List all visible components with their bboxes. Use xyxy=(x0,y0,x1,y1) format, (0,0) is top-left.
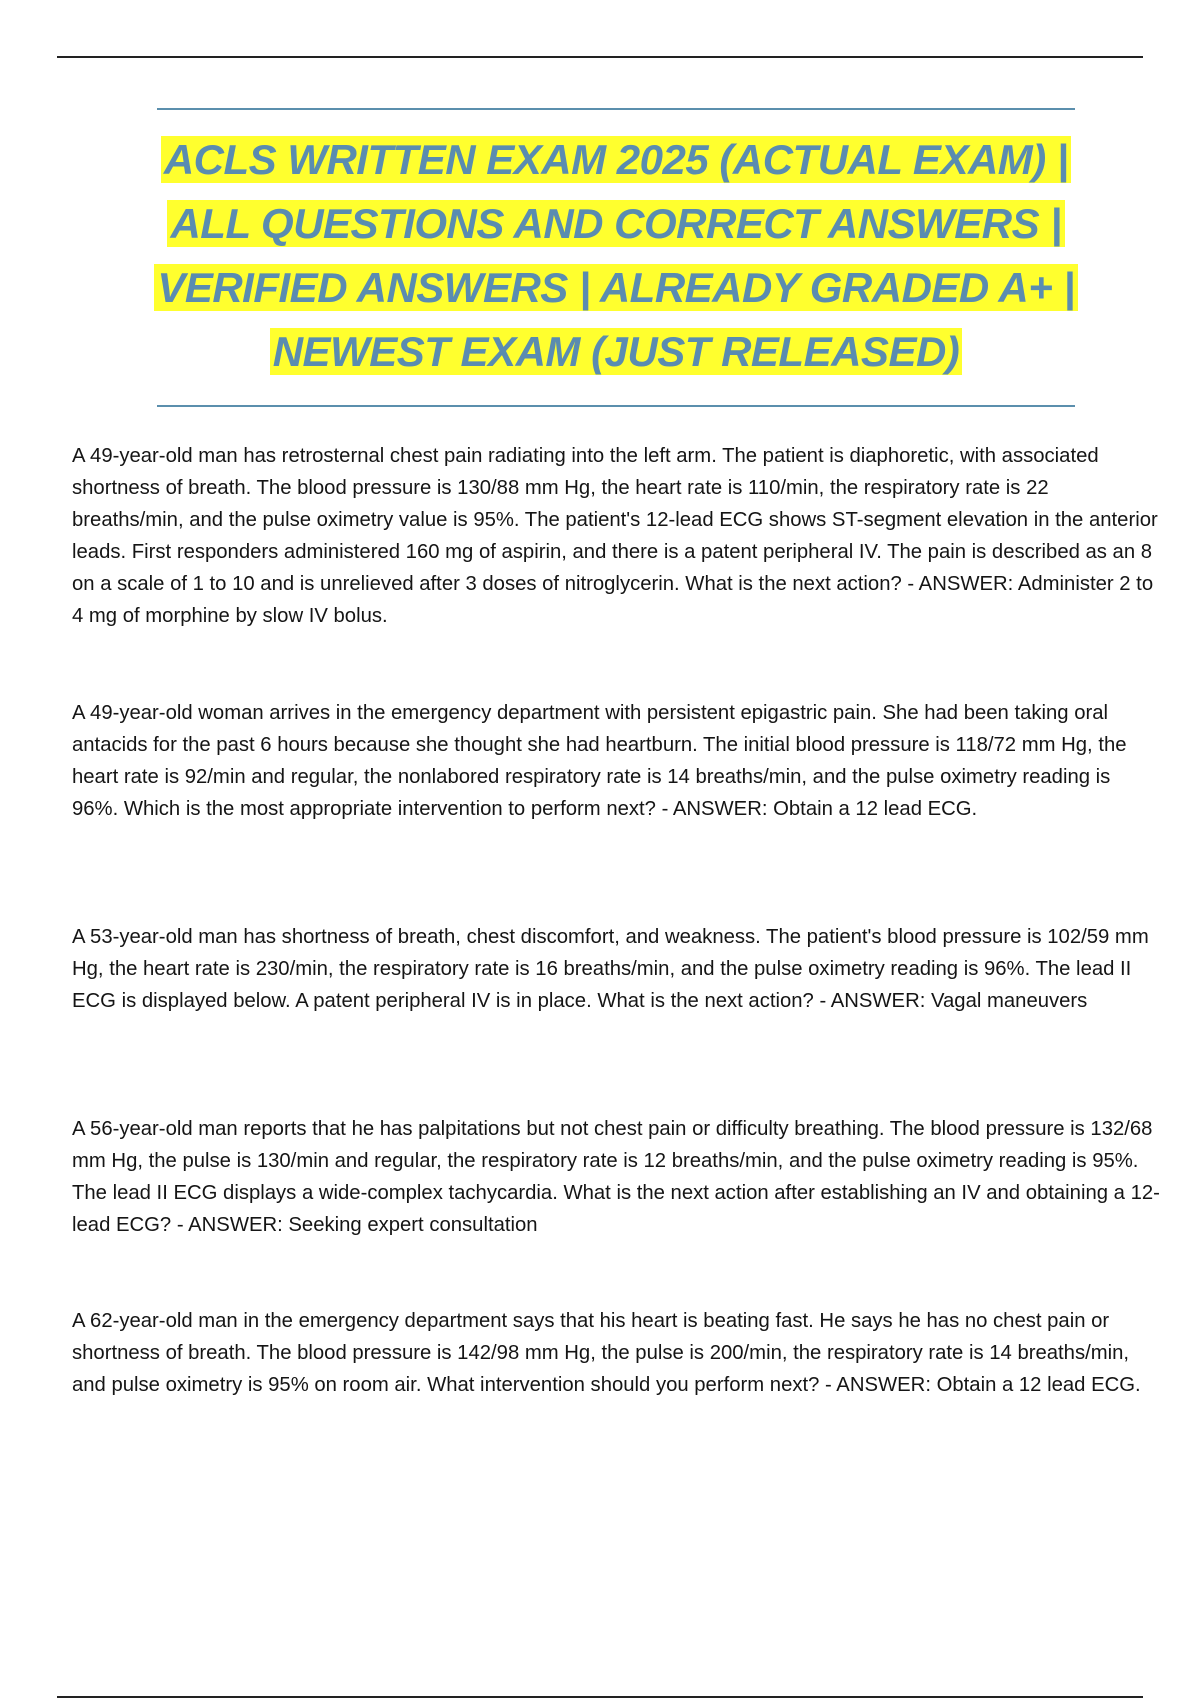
title-line-4 xyxy=(150,320,1082,384)
title-lower-rule xyxy=(157,405,1075,407)
title-line-2-text: ALL QUESTIONS AND CORRECT ANSWERS | xyxy=(167,200,1064,247)
question-item-5: A 62-year-old man in the emergency department says that his heart is beating fast. He says he has no chest pain or shortness of breath. The blood pressure is 142/98 mm Hg, the pulse is 200/min, the respiratory rate is 14 breaths/min, and pulse oximetry is 95% on room air. What intervention should you perform next? - ANSWER: Obtain a 12 lead ECG. xyxy=(72,1310,1141,1396)
question-item-4: A 56-year-old man reports that he has palpitations but not chest pain or difficulty breathing. The blood pressure is 132/68 mm Hg, the pulse is 130/min and regular, the respiratory rate is 12 breaths/min, and the pulse oximetry reading is 95%. The lead II ECG displays a wide-complex tachycardia. What is the next action after establishing an IV and obtaining a 12-lead ECG? - ANSWER: Seeking expert consultation xyxy=(72,1118,1160,1236)
question-item-2: A 49-year-old woman arrives in the emergency department with persistent epigastric pain. She had been taking oral antacids for the past 6 hours because she thought she had heartburn. The initial blood pressure is 118/72 mm Hg, the heart rate is 92/min and regular, the nonlabored respiratory rate is 14 breaths/min, and the pulse oximetry reading is 96%. Which is the most appropriate intervention to perform next? - ANSWER: Obtain a 12 lead ECG. xyxy=(72,702,1127,820)
question-item-1: A 49-year-old man has retrosternal chest pain radiating into the left arm. The patient is diaphoretic, with associated shortness of breath. The blood pressure is 130/88 mm Hg, the heart rate is 110/min, the respiratory rate is 22 breaths/min, and the pulse oximetry value is 95%. The patient's 12-lead ECG shows ST-segment elevation in the anterior leads. First responders administered 160 mg of aspirin, and there is a patent peripheral IV. The pain is described as an 8 on a scale of 1 to 10 and is unrelieved after 3 doses of nitroglycerin. What is the next action? - ANSWER: Administer 2 to 4 mg of morphine by slow IV bolus. xyxy=(72,445,1158,627)
title-line-1-text: ACLS WRITTEN EXAM 2025 (ACTUAL EXAM) | xyxy=(161,136,1071,183)
title-line-2 xyxy=(150,192,1082,256)
title-line-1 xyxy=(150,128,1082,192)
title-line-4-text: NEWEST EXAM (JUST RELEASED) xyxy=(270,328,963,375)
question-item-3: A 53-year-old man has shortness of breath, chest discomfort, and weakness. The patient's blood pressure is 102/59 mm Hg, the heart rate is 230/min, the respiratory rate is 16 breaths/min, and the pulse oximetry reading is 96%. The lead II ECG is displayed below. A patent peripheral IV is in place. What is the next action? - ANSWER: Vagal maneuvers xyxy=(72,926,1149,1012)
title-line-3-text: VERIFIED ANSWERS | ALREADY GRADED A+ | xyxy=(154,264,1077,311)
title-upper-rule xyxy=(157,108,1075,110)
document-title xyxy=(150,128,1082,384)
page-bottom-rule xyxy=(57,1696,1143,1698)
page-top-rule xyxy=(57,56,1143,58)
title-line-3 xyxy=(150,256,1082,320)
